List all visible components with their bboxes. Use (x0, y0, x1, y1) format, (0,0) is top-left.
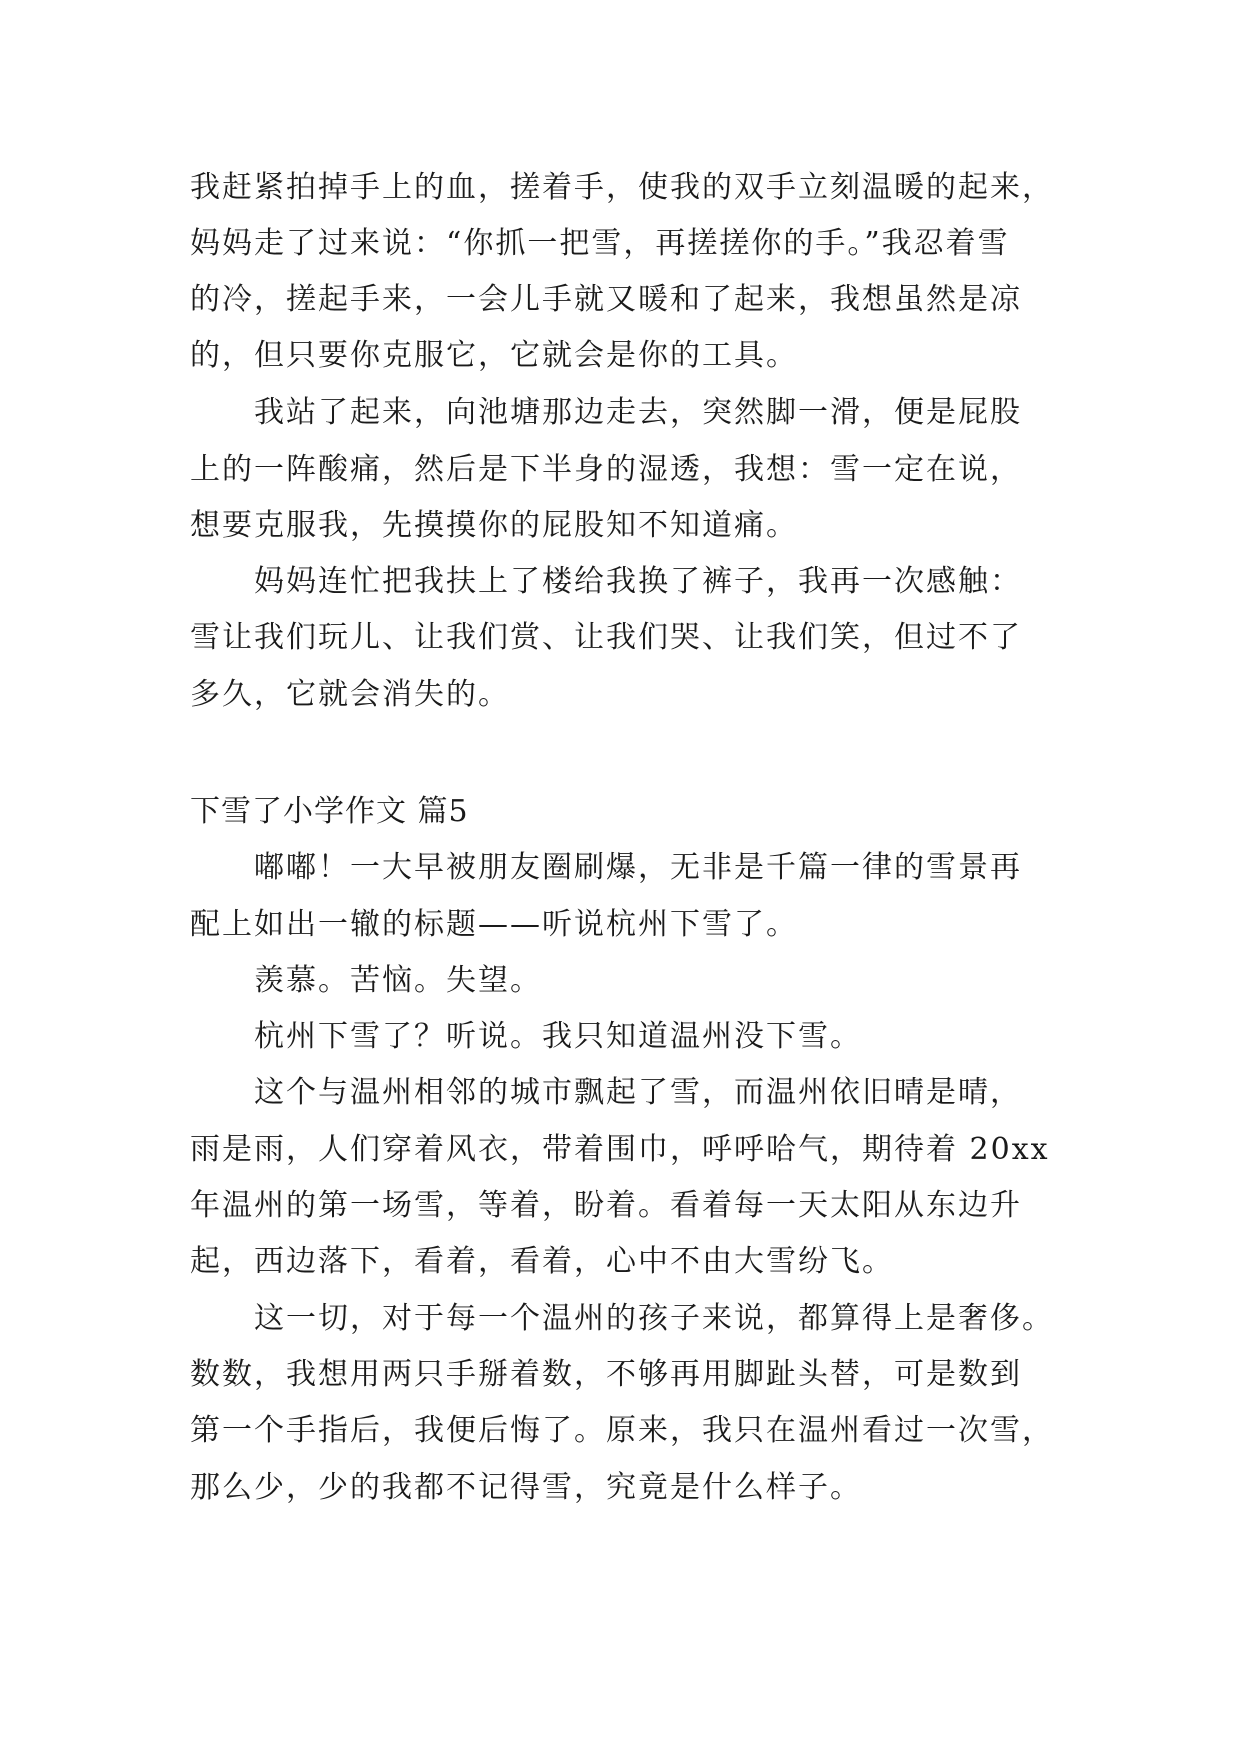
text-line: 妈妈连忙把我扶上了楼给我换了裤子，我再一次感触： (254, 564, 1022, 599)
text-line: 的，但只要你克服它，它就会是你的工具。 (190, 338, 798, 373)
text-line: 起，西边落下，看着，看着，心中不由大雪纷飞。 (190, 1244, 894, 1279)
text-line: 我站了起来，向池塘那边走去，突然脚一滑，便是屁股 (254, 395, 1022, 430)
section-heading: 下雪了小学作文 篇5 (190, 794, 469, 829)
text-line: 年温州的第一场雪，等着，盼着。看着每一天太阳从东边升 (190, 1188, 1022, 1223)
text-line: 上的一阵酸痛，然后是下半身的湿透，我想：雪一定在说， (190, 452, 1022, 487)
text-line: 数数，我想用两只手掰着数，不够再用脚趾头替，可是数到 (190, 1357, 1022, 1392)
text-line: 想要克服我，先摸摸你的屁股知不知道痛。 (190, 508, 798, 543)
text-line: 雨是雨，人们穿着风衣，带着围巾，呼呼哈气，期待着 20xx (190, 1132, 1050, 1167)
text-line: 第一个手指后，我便后悔了。原来，我只在温州看过一次雪， (190, 1413, 1054, 1448)
text-line: 这个与温州相邻的城市飘起了雪，而温州依旧晴是晴， (254, 1075, 1022, 1110)
text-line: 羡慕。苦恼。失望。 (254, 963, 542, 998)
text-line: 雪让我们玩儿、让我们赏、让我们哭、让我们笑，但过不了 (190, 620, 1022, 655)
text-line: 那么少，少的我都不记得雪，究竟是什么样子。 (190, 1470, 862, 1505)
text-line: 的冷，搓起手来，一会儿手就又暖和了起来，我想虽然是凉 (190, 282, 1022, 317)
text-line: 嘟嘟！一大早被朋友圈刷爆，无非是千篇一律的雪景再 (254, 850, 1022, 885)
text-line: 多久，它就会消失的。 (190, 677, 510, 712)
text-line: 杭州下雪了？听说。我只知道温州没下雪。 (254, 1019, 862, 1054)
text-line: 妈妈走了过来说：“你抓一把雪，再搓搓你的手。”我忍着雪 (190, 226, 1010, 261)
text-line: 配上如出一辙的标题——听说杭州下雪了。 (190, 907, 798, 942)
text-line: 我赶紧拍掉手上的血，搓着手，使我的双手立刻温暖的起来， (190, 170, 1054, 205)
text-line: 这一切，对于每一个温州的孩子来说，都算得上是奢侈。 (254, 1301, 1054, 1336)
